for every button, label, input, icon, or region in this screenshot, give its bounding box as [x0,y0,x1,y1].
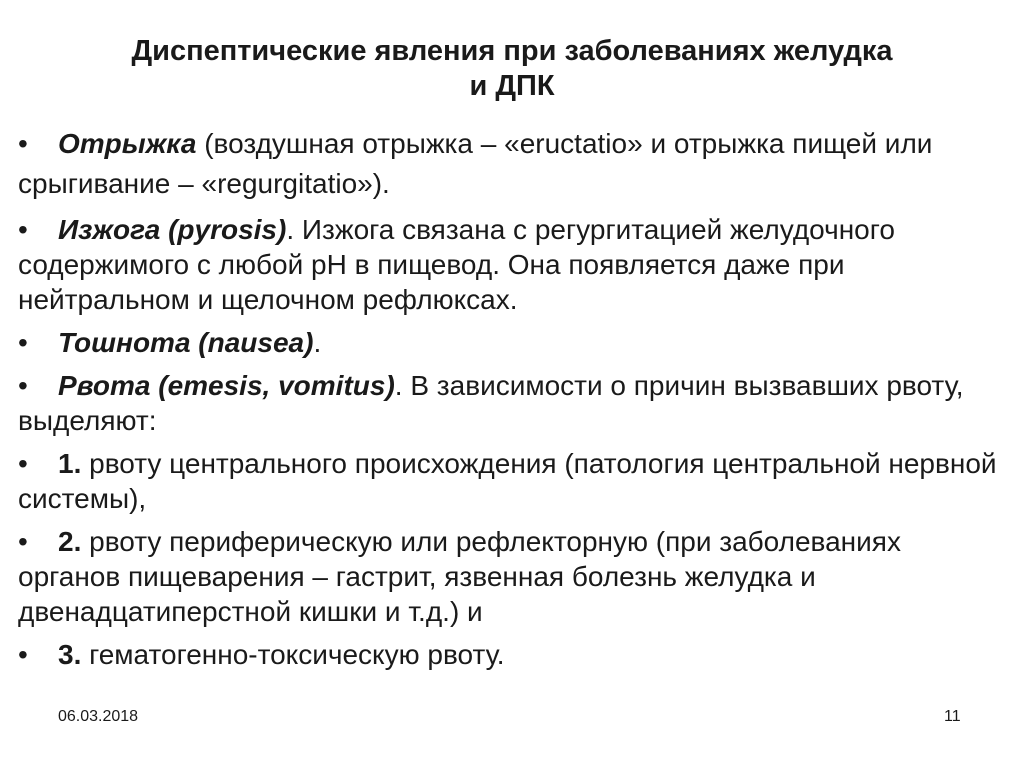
bullet-marker: • [18,370,28,401]
bullet-term: Изжога (pyrosis) [58,214,287,245]
bullet-text: . Изжога связана с регургитацией желудочного содержимого с любой рН в пищевод. Она появляется даже при нейтральном и щелочном рефлюксах. [18,214,895,315]
bullet-marker: • [18,128,28,159]
bullet-item-central [18,446,1008,516]
footer-date: 06.03.2018 [58,708,139,725]
bullet-marker: • [18,327,28,358]
bullet-text: . [313,327,322,358]
bullet-text: гематогенно-токсическую рвоту. [81,639,505,670]
bullet-marker: • [18,448,28,479]
bullet-list [18,124,1008,680]
bullet-item-pyrosis [18,212,1008,317]
page-number: 11 [944,708,961,725]
bullet-text: рвоту периферическую или рефлекторную (при заболеваниях органов пищеварения – гастрит, язвенная болезнь желудка и двенадцатиперстной кишки и т.д.) и [18,526,901,627]
bullet-term: Рвота (emesis, vomitus) [58,370,395,401]
slide-title [0,34,1024,104]
bullet-text: рвоту центрального происхождения (патология центральной нервной системы), [18,448,997,514]
bullet-item-emesis [18,368,1008,438]
bullet-item-peripheral [18,524,1008,629]
bullet-marker: • [18,526,28,557]
bullet-number: 2. [58,526,82,557]
bullet-item-toxic [18,637,1008,672]
bullet-marker: • [18,639,28,670]
bullet-marker: • [18,214,28,245]
bullet-term: Тошнота (nausea) [58,327,314,358]
bullet-item-eructation [18,124,1008,204]
bullet-term: Отрыжка [58,128,197,159]
slide-title-line1: Диспептические явления при заболеваниях желудка [131,35,893,67]
bullet-number: 1. [58,448,82,479]
bullet-text: . В зависимости о причин вызвавших рвоту, выделяют: [18,370,964,436]
bullet-item-nausea [18,325,1008,360]
slide-title-line2: и ДПК [469,70,555,102]
bullet-number: 3. [58,639,82,670]
bullet-text: (воздушная отрыжка – «eructatio» и отрыжка пищей или срыгивание – «regurgitatio»). [18,128,933,199]
